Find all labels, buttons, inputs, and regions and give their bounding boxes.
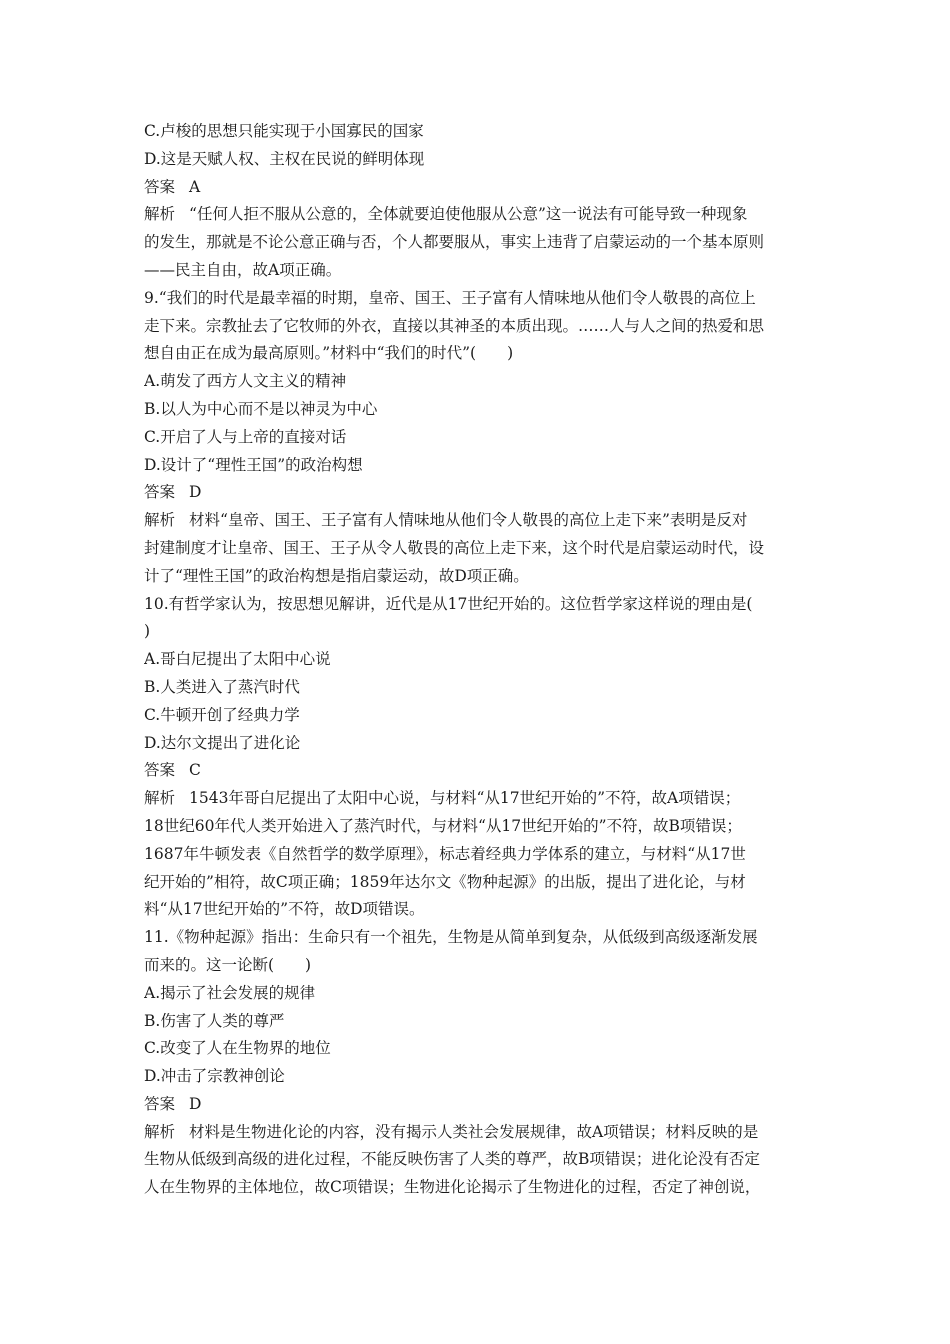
option-text: A.揭示了社会发展的规律 — [144, 983, 316, 1002]
analysis-label: 解析 — [144, 789, 176, 808]
question-text: ) — [144, 622, 151, 641]
analysis-text: 料“从17世纪开始的”不符，故D项错误。 — [144, 900, 425, 919]
analysis-text: 18世纪60年代人类开始进入了蒸汽时代，与材料“从17世纪开始的”不符，故B项错误； — [144, 816, 742, 835]
option-text: A.哥白尼提出了太阳中心说 — [144, 650, 331, 669]
option-text: B.人类进入了蒸汽时代 — [144, 677, 300, 696]
option-text: C.开启了人与上帝的直接对话 — [144, 427, 347, 446]
analysis-text: 人在生物界的主体地位，故C项错误；生物进化论揭示了生物进化的过程，否定了神创说， — [144, 1178, 761, 1197]
analysis-label: 解析 — [144, 205, 176, 224]
option-text: A.萌发了西方人文主义的精神 — [144, 372, 347, 391]
document-page — [144, 118, 814, 1202]
analysis-text: 封建制度才让皇帝、国王、王子从令人敬畏的高位上走下来，这个时代是启蒙运动时代，设 — [144, 538, 765, 557]
answer-label: 答案 — [144, 761, 176, 780]
analysis-text: “任何人拒不服从公意的，全体就要迫使他服从公意”这一说法有可能导致一种现象 — [189, 205, 748, 224]
question-text: 10.有哲学家认为，按思想见解讲，近代是从17世纪开始的。这位哲学家这样说的理由是( — [144, 594, 753, 613]
question-text: 走下来。宗教扯去了它牧师的外衣，直接以其神圣的本质出现。……人与人之间的热爱和思 — [144, 316, 765, 335]
option-text: C.牛顿开创了经典力学 — [144, 705, 300, 724]
analysis-text: 材料是生物进化论的内容，没有揭示人类社会发展规律，故A项错误；材料反映的是 — [189, 1122, 759, 1141]
analysis-line — [144, 507, 814, 535]
question-text: 而来的。这一论断( ) — [144, 955, 312, 974]
analysis-text: 材料“皇帝、国王、王子富有人情味地从他们令人敬畏的高位上走下来”表明是反对 — [189, 511, 748, 530]
option-text: C.改变了人在生物界的地位 — [144, 1039, 331, 1058]
analysis-line — [144, 201, 814, 229]
answer-value: A — [189, 177, 201, 196]
question-text: 想自由正在成为最高原则。”材料中“我们的时代”( ) — [144, 344, 514, 363]
analysis-text: 生物从低级到高级的进化过程，不能反映伤害了人类的尊严，故B项错误；进化论没有否定 — [144, 1150, 760, 1169]
answer-value: D — [189, 1094, 202, 1113]
option-text: D.冲击了宗教神创论 — [144, 1067, 285, 1086]
answer-label: 答案 — [144, 177, 176, 196]
option-text: D.设计了“理性王国”的政治构想 — [144, 455, 363, 474]
option-text: B.伤害了人类的尊严 — [144, 1011, 285, 1030]
option-text: C.卢梭的思想只能实现于小国寡民的国家 — [144, 122, 424, 140]
analysis-line — [144, 1119, 814, 1147]
analysis-label: 解析 — [144, 1122, 176, 1141]
answer-label: 答案 — [144, 483, 176, 502]
analysis-label: 解析 — [144, 511, 176, 530]
analysis-text: 的发生，那就是不论公意正确与否，个人都要服从，事实上违背了启蒙运动的一个基本原则 — [144, 233, 765, 252]
analysis-text: 1687年牛顿发表《自然哲学的数学原理》，标志着经典力学体系的建立，与材料“从17世 — [144, 844, 746, 863]
analysis-text: 计了“理性王国”的政治构想是指启蒙运动，故D项正确。 — [144, 566, 529, 585]
answer-line — [144, 1091, 814, 1119]
analysis-line — [144, 785, 814, 813]
answer-value: D — [189, 483, 202, 502]
answer-line — [144, 174, 814, 202]
question-text: 9.“我们的时代是最幸福的时期，皇帝、国王、王子富有人情味地从他们令人敬畏的高位上 — [144, 288, 756, 307]
analysis-text: ——民主自由，故A项正确。 — [144, 260, 342, 279]
answer-value: C — [189, 761, 201, 780]
option-text: B.以人为中心而不是以神灵为中心 — [144, 399, 378, 418]
answer-label: 答案 — [144, 1094, 176, 1113]
answer-line — [144, 479, 814, 507]
answer-line — [144, 757, 814, 785]
question-text: 11.《物种起源》指出：生命只有一个祖先，生物是从简单到复杂，从低级到高级逐渐发展 — [144, 928, 758, 947]
option-text: D.达尔文提出了进化论 — [144, 733, 301, 752]
option-text: D.这是天赋人权、主权在民说的鲜明体现 — [144, 149, 425, 168]
analysis-text: 纪开始的”相符，故C项正确；1859年达尔文《物种起源》的出版，提出了进化论，与材 — [144, 872, 746, 891]
analysis-text: 1543年哥白尼提出了太阳中心说，与材料“从17世纪开始的”不符，故A项错误； — [189, 789, 741, 808]
